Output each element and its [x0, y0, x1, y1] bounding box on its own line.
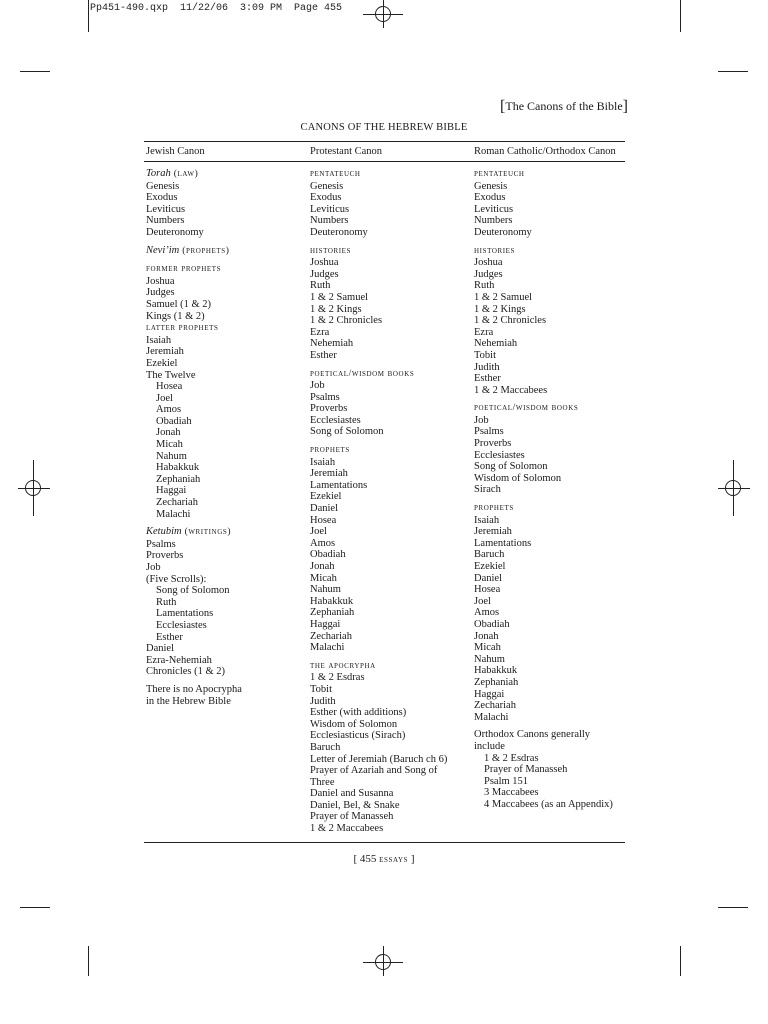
- book-entry: Habakkuk: [156, 462, 200, 474]
- book-entry: Numbers: [474, 215, 513, 227]
- book-entry: 1 & 2 Kings: [310, 303, 362, 315]
- book-entry: 4 Maccabees (as an Appendix): [484, 798, 613, 810]
- book-entry: Esther (with additions): [310, 707, 407, 719]
- section-heading: latter prophets: [146, 323, 219, 334]
- book-entry: Jonah: [474, 630, 499, 642]
- running-head: [The Canons of the Bible]: [500, 98, 628, 115]
- section-heading: histories: [310, 245, 352, 256]
- book-entry: Zephaniah: [474, 676, 519, 688]
- book-entry: Letter of Jeremiah (Baruch ch 6): [310, 753, 448, 765]
- book-entry: Judith: [310, 695, 336, 707]
- book-entry: in the Hebrew Bible: [146, 695, 231, 707]
- section-heading: pentateuch: [310, 169, 361, 179]
- column-header-protestant: Protestant Canon: [310, 146, 383, 157]
- book-entry: Jonah: [156, 427, 181, 439]
- book-entry: The Twelve: [146, 369, 196, 381]
- book-entry: Ruth: [310, 280, 331, 292]
- book-entry: Lamentations: [474, 537, 532, 549]
- book-entry: Exodus: [310, 192, 342, 204]
- book-entry: Job: [310, 380, 325, 392]
- book-entry: 1 & 2 Kings: [474, 303, 526, 315]
- section-heading: histories: [474, 245, 516, 256]
- book-entry: Esther: [156, 631, 183, 643]
- page-number: 455: [359, 853, 377, 865]
- book-entry: Habakkuk: [310, 595, 354, 607]
- section-label: essays: [379, 855, 409, 865]
- book-entry: 1 & 2 Esdras: [484, 752, 539, 764]
- crop-mark: [20, 907, 50, 908]
- column-catholic: [474, 168, 613, 810]
- book-entry: Prayer of Manasseh: [484, 764, 568, 776]
- book-entry: Joshua: [146, 275, 175, 287]
- book-entry: Psalms: [146, 538, 176, 550]
- book-entry: Kings (1 & 2): [146, 310, 205, 322]
- section-heading: pentateuch: [474, 169, 525, 179]
- book-entry: Orthodox Canons generally: [474, 729, 591, 741]
- book-entry: Esther: [310, 349, 337, 361]
- book-entry: Amos: [310, 537, 336, 549]
- book-entry: Hosea: [310, 514, 337, 526]
- book-entry: Jeremiah: [146, 346, 184, 358]
- book-entry: Haggai: [474, 688, 505, 700]
- book-entry: Judges: [474, 268, 503, 280]
- book-entry: Ezekiel: [474, 561, 506, 572]
- table-top-rule: [144, 141, 625, 142]
- book-entry: Nehemiah: [474, 338, 518, 350]
- book-entry: (Five Scrolls):: [146, 573, 207, 585]
- book-entry: Sirach: [474, 484, 501, 496]
- book-entry: Deuteronomy: [310, 226, 368, 238]
- book-entry: 1 & 2 Esdras: [310, 672, 365, 684]
- book-entry: Ecclesiasticus (Sirach): [310, 730, 406, 742]
- section-heading: prophets: [474, 503, 514, 514]
- book-entry: Obadiah: [310, 549, 346, 561]
- book-entry: Chronicles (1 & 2): [146, 666, 226, 678]
- book-entry: Numbers: [310, 215, 349, 227]
- book-entry: Judges: [146, 287, 175, 299]
- book-entry: Ecclesiastes: [310, 414, 361, 426]
- book-entry: Hosea: [156, 381, 183, 393]
- crop-mark: [20, 71, 50, 72]
- book-entry: Nahum: [156, 450, 187, 462]
- book-entry: Daniel: [146, 643, 174, 655]
- book-entry: Lamentations: [156, 608, 214, 620]
- book-entry: Leviticus: [474, 203, 514, 215]
- book-entry: Joshua: [474, 257, 503, 269]
- book-entry: Isaiah: [310, 456, 336, 468]
- crop-mark: [88, 946, 89, 976]
- book-entry: Zephaniah: [156, 473, 201, 485]
- book-entry: Ezekiel: [146, 357, 178, 369]
- table-bottom-rule: [144, 842, 625, 843]
- book-entry: Micah: [474, 642, 501, 654]
- book-entry: Obadiah: [156, 415, 192, 427]
- book-entry: Joel: [156, 392, 173, 404]
- section-heading: poetical/wisdom books: [474, 403, 579, 414]
- section-heading: prophets: [310, 445, 350, 456]
- book-entry: Exodus: [146, 192, 178, 204]
- book-entry: include: [474, 740, 505, 752]
- book-entry: Wisdom of Solomon: [310, 718, 398, 730]
- crop-mark: [718, 71, 748, 72]
- book-entry: Daniel: [310, 503, 338, 515]
- book-entry: Baruch: [474, 549, 505, 561]
- book-entry: Numbers: [146, 215, 185, 227]
- book-entry: Daniel, Bel, & Snake: [310, 799, 400, 811]
- division-heading: Torah (law): [146, 168, 199, 179]
- crop-mark: [88, 0, 89, 32]
- book-entry: 1 & 2 Samuel: [474, 291, 533, 303]
- page-footer: [ 455 essays ]: [353, 853, 415, 865]
- book-entry: Joel: [310, 526, 327, 538]
- book-entry: 1 & 2 Maccabees: [474, 384, 548, 396]
- book-entry: Genesis: [310, 180, 344, 192]
- book-entry: Ruth: [474, 280, 495, 292]
- book-entry: Daniel and Susanna: [310, 788, 394, 800]
- book-entry: Genesis: [474, 180, 508, 192]
- book-entry: Proverbs: [474, 438, 512, 450]
- book-entry: Esther: [474, 373, 501, 385]
- book-entry: Malachi: [156, 508, 191, 520]
- book-entry: Job: [146, 562, 161, 573]
- division-heading: Nevi’im (prophets): [146, 244, 230, 256]
- book-entry: Exodus: [474, 192, 506, 204]
- book-entry: Prayer of Manasseh: [310, 811, 394, 823]
- book-entry: Haggai: [156, 485, 187, 497]
- column-jewish: [146, 168, 242, 707]
- header-rule: [144, 161, 625, 162]
- book-entry: Ezra: [474, 326, 494, 338]
- book-entry: Tobit: [474, 349, 497, 361]
- division-heading: Ketubim (writings): [146, 526, 232, 538]
- book-entry: Job: [474, 414, 489, 426]
- crop-mark: [718, 907, 748, 908]
- book-entry: Baruch: [310, 741, 341, 753]
- book-entry: Judges: [310, 268, 339, 280]
- section-heading: the apocrypha: [310, 660, 376, 671]
- running-head-text: The Canons of the Bible: [505, 99, 623, 113]
- book-entry: Micah: [310, 572, 337, 584]
- crop-mark: [680, 946, 681, 976]
- book-entry: Song of Solomon: [156, 585, 230, 597]
- section-heading: former prophets: [146, 264, 222, 275]
- book-entry: Proverbs: [310, 403, 348, 415]
- book-entry: Joel: [474, 595, 491, 607]
- book-entry: Zephaniah: [310, 607, 355, 619]
- book-entry: Ezra-Nehemiah: [146, 654, 212, 666]
- book-entry: Malachi: [474, 711, 509, 723]
- book-entry: 3 Maccabees: [484, 787, 539, 799]
- book-entry: Micah: [156, 439, 183, 451]
- column-protestant: [310, 168, 447, 835]
- book-entry: Lamentations: [310, 479, 368, 491]
- book-entry: Habakkuk: [474, 665, 518, 677]
- crop-mark: [680, 0, 681, 32]
- book-entry: Nahum: [474, 653, 505, 665]
- book-entry: Psalm 151: [484, 775, 529, 787]
- book-entry: Song of Solomon: [310, 426, 384, 438]
- book-entry: Ruth: [156, 596, 177, 608]
- book-entry: Leviticus: [146, 203, 186, 215]
- book-entry: Prayer of Azariah and Song of: [310, 765, 438, 777]
- book-entry: 1 & 2 Maccabees: [310, 823, 384, 835]
- book-entry: Haggai: [310, 618, 341, 630]
- book-entry: Nehemiah: [310, 338, 354, 350]
- column-header-jewish: Jewish Canon: [146, 146, 205, 157]
- printer-slug: Pp451-490.qxp 11/22/06 3:09 PM Page 455: [90, 3, 343, 14]
- book-entry: Tobit: [310, 683, 333, 695]
- book-entry: Samuel (1 & 2): [146, 298, 212, 310]
- book-entry: Wisdom of Solomon: [474, 472, 562, 484]
- book-entry: Ecclesiastes: [156, 619, 207, 631]
- book-entry: Jonah: [310, 561, 335, 572]
- book-entry: Isaiah: [146, 334, 172, 346]
- section-heading: poetical/wisdom books: [310, 368, 415, 379]
- book-entry: Three: [310, 776, 335, 788]
- book-entry: 1 & 2 Chronicles: [310, 315, 383, 327]
- book-entry: Nahum: [310, 584, 341, 596]
- book-entry: Malachi: [310, 642, 345, 654]
- book-entry: Zechariah: [310, 630, 352, 642]
- column-header-catholic: Roman Catholic/Orthodox Canon: [474, 146, 616, 157]
- book-entry: Song of Solomon: [474, 461, 548, 473]
- book-entry: Psalms: [310, 391, 340, 403]
- book-entry: 1 & 2 Chronicles: [474, 315, 547, 327]
- book-entry: Jeremiah: [310, 468, 348, 480]
- book-entry: Deuteronomy: [146, 226, 204, 238]
- book-entry: Jeremiah: [474, 526, 512, 538]
- book-entry: 1 & 2 Samuel: [310, 291, 369, 303]
- table-title: CANONS OF THE HEBREW BIBLE: [300, 122, 468, 133]
- book-entry: Zechariah: [156, 497, 198, 509]
- book-entry: Ezra: [310, 326, 330, 338]
- book-entry: There is no Apocrypha: [146, 683, 242, 695]
- book-entry: Judith: [474, 361, 500, 373]
- book-entry: Zechariah: [474, 700, 516, 712]
- book-entry: Proverbs: [146, 550, 184, 562]
- book-entry: Amos: [156, 404, 182, 416]
- book-entry: Psalms: [474, 426, 504, 438]
- book-entry: Leviticus: [310, 203, 350, 215]
- book-entry: Daniel: [474, 572, 502, 584]
- book-entry: Ecclesiastes: [474, 449, 525, 461]
- book-entry: Joshua: [310, 257, 339, 269]
- book-entry: Amos: [474, 607, 500, 619]
- book-entry: Deuteronomy: [474, 226, 532, 238]
- book-entry: Isaiah: [474, 514, 500, 526]
- book-entry: Hosea: [474, 584, 501, 596]
- book-entry: Ezekiel: [310, 491, 342, 503]
- book-entry: Genesis: [146, 180, 180, 192]
- book-entry: Obadiah: [474, 618, 510, 630]
